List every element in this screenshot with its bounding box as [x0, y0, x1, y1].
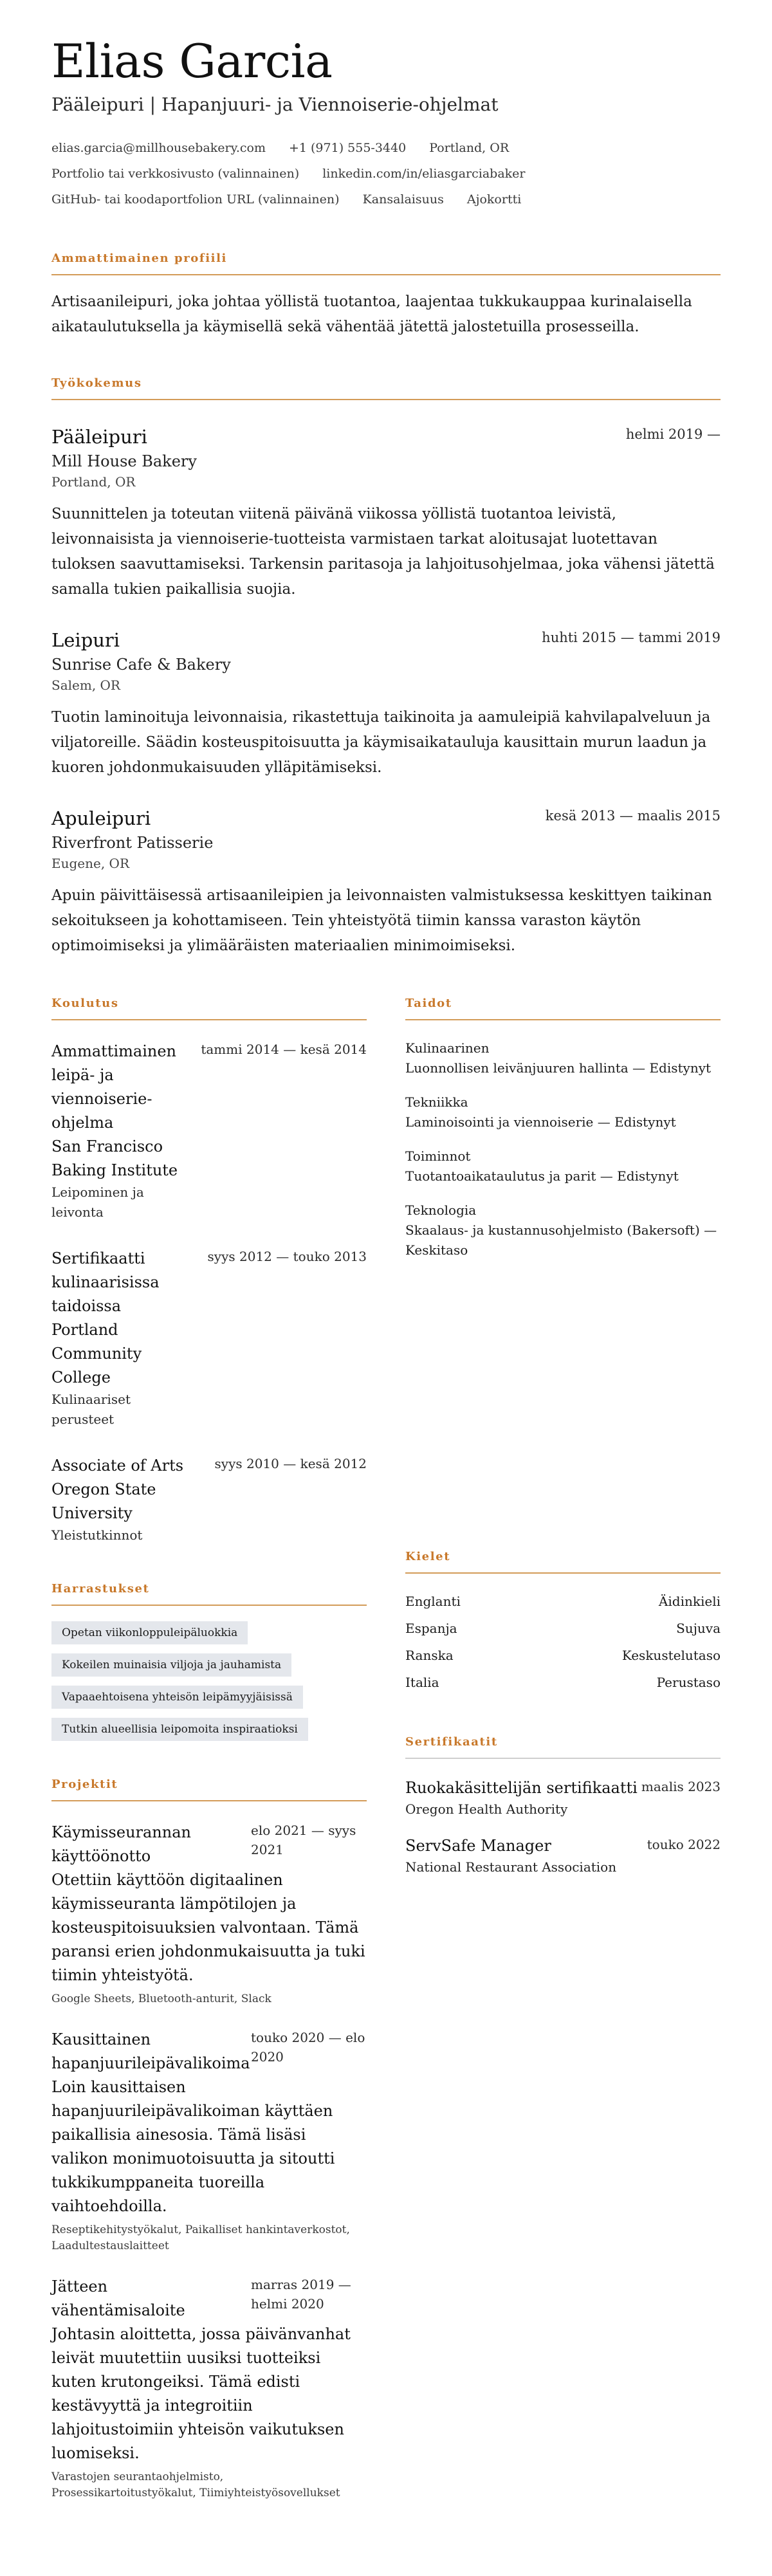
- school: Portland Community College: [51, 1321, 142, 1386]
- degree: Associate of Arts: [51, 1457, 184, 1475]
- skill-category: Tekniikka: [405, 1094, 468, 1110]
- job-location: Eugene, OR: [51, 856, 130, 871]
- job-description: Apuin päivittäisessä artisaanileipien ja leivonnaisten valmistuksessa keskittyen taikinan sekoitukseen ja kohottamiseen. Tein yhteistyötä tiimin kanssa varaston käytön optimoimiseksi ja ylimääräisten materiaalien minimoimiseksi.: [51, 887, 712, 954]
- profile-section: [51, 251, 721, 340]
- project-entry: [51, 2028, 367, 2254]
- certification-date: touko 2022: [647, 1837, 721, 1852]
- language-row: [405, 1642, 721, 1669]
- education-entry: [51, 1454, 367, 1545]
- hobby-list: [51, 1621, 367, 1741]
- hobby-chip: Kokeilen muinaisia viljoja ja jauhamista: [51, 1653, 291, 1677]
- linkedin-link[interactable]: linkedin.com/in/eliasgarciabaker: [322, 167, 526, 181]
- school: San Francisco Baking Institute: [51, 1137, 178, 1179]
- job-entry: [51, 425, 721, 602]
- language-list: [405, 1588, 721, 1696]
- projects-section: [51, 1777, 367, 2501]
- language-level: Sujuva: [676, 1621, 721, 1636]
- job-company: Sunrise Cafe & Bakery: [51, 656, 231, 674]
- project-tools: Varastojen seurantaohjelmisto, Prosessikartoitustyökalut, Tiimiyhteistyösovellukset: [51, 2470, 340, 2499]
- certification-date: maalis 2023: [641, 1779, 721, 1794]
- job-entry: [51, 628, 721, 780]
- project-entry: [51, 2275, 367, 2501]
- language-name: Espanja: [405, 1621, 457, 1636]
- school: Oregon State University: [51, 1480, 156, 1522]
- job-location: Salem, OR: [51, 677, 120, 693]
- language-name: Ranska: [405, 1648, 454, 1663]
- education-date: syys 2010 — kesä 2012: [214, 1456, 367, 1471]
- github-link[interactable]: GitHub- tai koodaportfolion URL (valinnainen): [51, 192, 340, 207]
- language-level: Äidinkieli: [658, 1594, 721, 1609]
- field-of-study: Yleistutkinnot: [51, 1527, 143, 1543]
- skill-category: Toiminnot: [405, 1148, 471, 1164]
- project-description: Johtasin aloittetta, jossa päivänvanhat leivät muutettiin uusiksi tuotteiksi kuten krutongeiksi. Tämä edisti kestävyyttä ja integroitiin lahjoitustoimiin yhteisön vaikutuksen luomiseksi.: [51, 2325, 351, 2462]
- project-title: Käymisseurannan käyttöönotto: [51, 1823, 191, 1865]
- project-tools: Google Sheets, Bluetooth-anturit, Slack: [51, 1992, 271, 2005]
- education-date: syys 2012 — touko 2013: [207, 1249, 367, 1264]
- profile-summary: Artisaanileipuri, joka johtaa yöllistä tuotantoa, laajentaa tukkukauppaa kurinalaisella aikataulutuksella ja käymisellä sekä vähentää jätettä jalostetuilla prosesseilla.: [51, 293, 692, 335]
- certification-entry: [405, 1835, 721, 1877]
- language-row: [405, 1615, 721, 1642]
- hobbies-section: [51, 1581, 367, 1741]
- section-title: Koulutus: [51, 996, 367, 1020]
- job-description: Tuotin laminoituja leivonnaisia, rikastettuja taikinoita ja aamuleipiä kahvilapalveluun ja viljatoreille. Säädin kosteuspitoisuutta ja käymisaikatauluja kausittain murun laadun ja kuoren johdonmukaisuuden ylläpitämiseksi.: [51, 709, 711, 776]
- resume-header: [51, 33, 721, 212]
- candidate-headline: Pääleipuri | Hapanjuuri- ja Viennoiserie-ohjelmat: [51, 94, 499, 115]
- drivers-license: Ajokortti: [466, 192, 522, 207]
- education-section: [51, 996, 367, 1545]
- language-name: Italia: [405, 1675, 439, 1690]
- project-description: Otettiin käyttöön digitaalinen käymisseuranta lämpötilojen ja kosteuspitoisuuksien valvontaan. Tämä paransi erien johdonmukaisuutta ja tuki tiimin yhteistyötä.: [51, 1871, 365, 1984]
- skills-section: [405, 996, 721, 1513]
- project-description: Loin kausittaisen hapanjuurileipävalikoiman käyttäen paikallisia ainesosia. Tämä lisäsi valikon monimuotoisuutta ja sitoutti tukkikumppaneita tuoreilla vaihtoehdoilla.: [51, 2078, 335, 2215]
- two-column-layout: [51, 996, 721, 2537]
- field-of-study: Kulinaariset perusteet: [51, 1392, 131, 1427]
- left-column: [51, 996, 367, 2537]
- candidate-name: Elias Garcia: [51, 34, 333, 88]
- degree: Sertifikaatti kulinaarisissa taidoissa: [51, 1249, 160, 1315]
- right-column: [405, 996, 721, 2537]
- languages-section: [405, 1549, 721, 1696]
- job-date: huhti 2015 — tammi 2019: [542, 630, 721, 645]
- certification-name: ServSafe Manager: [405, 1837, 551, 1855]
- project-title: Jätteen vähentämisaloite: [51, 2277, 185, 2319]
- section-title: Työkokemus: [51, 376, 721, 400]
- section-title: Ammattimainen profiili: [51, 251, 721, 275]
- field-of-study: Leipominen ja leivonta: [51, 1184, 144, 1220]
- education-entry: [51, 1040, 367, 1222]
- certification-issuer: Oregon Health Authority: [405, 1801, 568, 1817]
- citizenship: Kansalaisuus: [362, 192, 444, 207]
- project-date: elo 2021 — syys 2021: [251, 1823, 356, 1857]
- language-row: [405, 1669, 721, 1696]
- hobby-chip: Tutkin alueellisia leipomoita inspiraatioksi: [51, 1718, 308, 1741]
- job-title: Leipuri: [51, 629, 120, 651]
- section-title: Harrastukset: [51, 1581, 367, 1606]
- portfolio-link[interactable]: Portfolio tai verkkosivusto (valinnainen): [51, 167, 300, 181]
- skill-group: [405, 1201, 721, 1260]
- skill-group: [405, 1092, 721, 1132]
- section-title: Kielet: [405, 1549, 721, 1574]
- education-date: tammi 2014 — kesä 2014: [201, 1042, 367, 1057]
- certification-issuer: National Restaurant Association: [405, 1859, 617, 1875]
- section-title: Taidot: [405, 996, 721, 1020]
- skill-detail: Laminoisointi ja viennoiserie — Edistynyt: [405, 1114, 676, 1130]
- job-location: Portland, OR: [51, 474, 136, 490]
- education-entry: [51, 1247, 367, 1430]
- skill-detail: Luonnollisen leivänjuuren hallinta — Edistynyt: [405, 1060, 712, 1076]
- language-level: Perustaso: [656, 1675, 721, 1690]
- job-entry: [51, 806, 721, 959]
- project-entry: [51, 1821, 367, 2007]
- email-link[interactable]: elias.garcia@millhousebakery.com: [51, 141, 266, 155]
- section-title: Sertifikaatit: [405, 1734, 721, 1759]
- skill-category: Kulinaarinen: [405, 1040, 490, 1056]
- certification-name: Ruokakäsittelijän sertifikaatti: [405, 1779, 638, 1797]
- skill-group: [405, 1038, 721, 1078]
- language-name: Englanti: [405, 1594, 461, 1609]
- hobby-chip: Opetan viikonloppuleipäluokkia: [51, 1621, 248, 1644]
- phone-number[interactable]: +1 (971) 555-3440: [288, 141, 407, 155]
- skill-group: [405, 1146, 721, 1186]
- project-tools: Reseptikehitystyökalut, Paikalliset hankintaverkostot, Laadultestauslaitteet: [51, 2223, 350, 2252]
- contact-row: [51, 135, 721, 161]
- project-title: Kausittainen hapanjuurileipävalikoima: [51, 2030, 250, 2072]
- job-date: kesä 2013 — maalis 2015: [545, 808, 721, 823]
- contact-row: [51, 187, 721, 212]
- skill-category: Teknologia: [405, 1202, 477, 1218]
- hobby-chip: Vapaaehtoisena yhteisön leipämyyjäisissä: [51, 1686, 303, 1709]
- contact-row: [51, 161, 721, 187]
- job-description: Suunnittelen ja toteutan viitenä päivänä viikossa yöllistä tuotantoa leivistä, leivonnaisista ja viennoiserie-tuotteista varmistaen tarkat aloitusajat luotettavan tuloksen saavuttamiseksi. Tarkensin paritasoja ja lahjoitusohjelmaa, joka vähensi jätettä samalla tukien paikallisia suojia.: [51, 506, 715, 598]
- job-title: Apuleipuri: [51, 807, 151, 829]
- certifications-section: [405, 1734, 721, 1877]
- experience-section: [51, 376, 721, 959]
- skill-detail: Skaalaus- ja kustannusohjelmisto (Bakersoft) — Keskitaso: [405, 1222, 717, 1258]
- language-level: Keskustelutaso: [621, 1648, 721, 1663]
- project-date: marras 2019 — helmi 2020: [251, 2277, 351, 2312]
- skill-detail: Tuotantoaikataulutus ja parit — Edistynyt: [405, 1168, 679, 1184]
- job-title: Pääleipuri: [51, 426, 147, 448]
- job-company: Mill House Bakery: [51, 452, 197, 470]
- section-title: Projektit: [51, 1777, 367, 1801]
- project-date: touko 2020 — elo 2020: [251, 2030, 365, 2065]
- location: Portland, OR: [429, 141, 510, 155]
- job-company: Riverfront Patisserie: [51, 834, 214, 852]
- language-row: [405, 1588, 721, 1615]
- degree: Ammattimainen leipä- ja viennoiserie-ohjelma: [51, 1042, 176, 1132]
- contact-info: [51, 135, 721, 212]
- certification-entry: [405, 1777, 721, 1819]
- job-date: helmi 2019 —: [625, 427, 721, 442]
